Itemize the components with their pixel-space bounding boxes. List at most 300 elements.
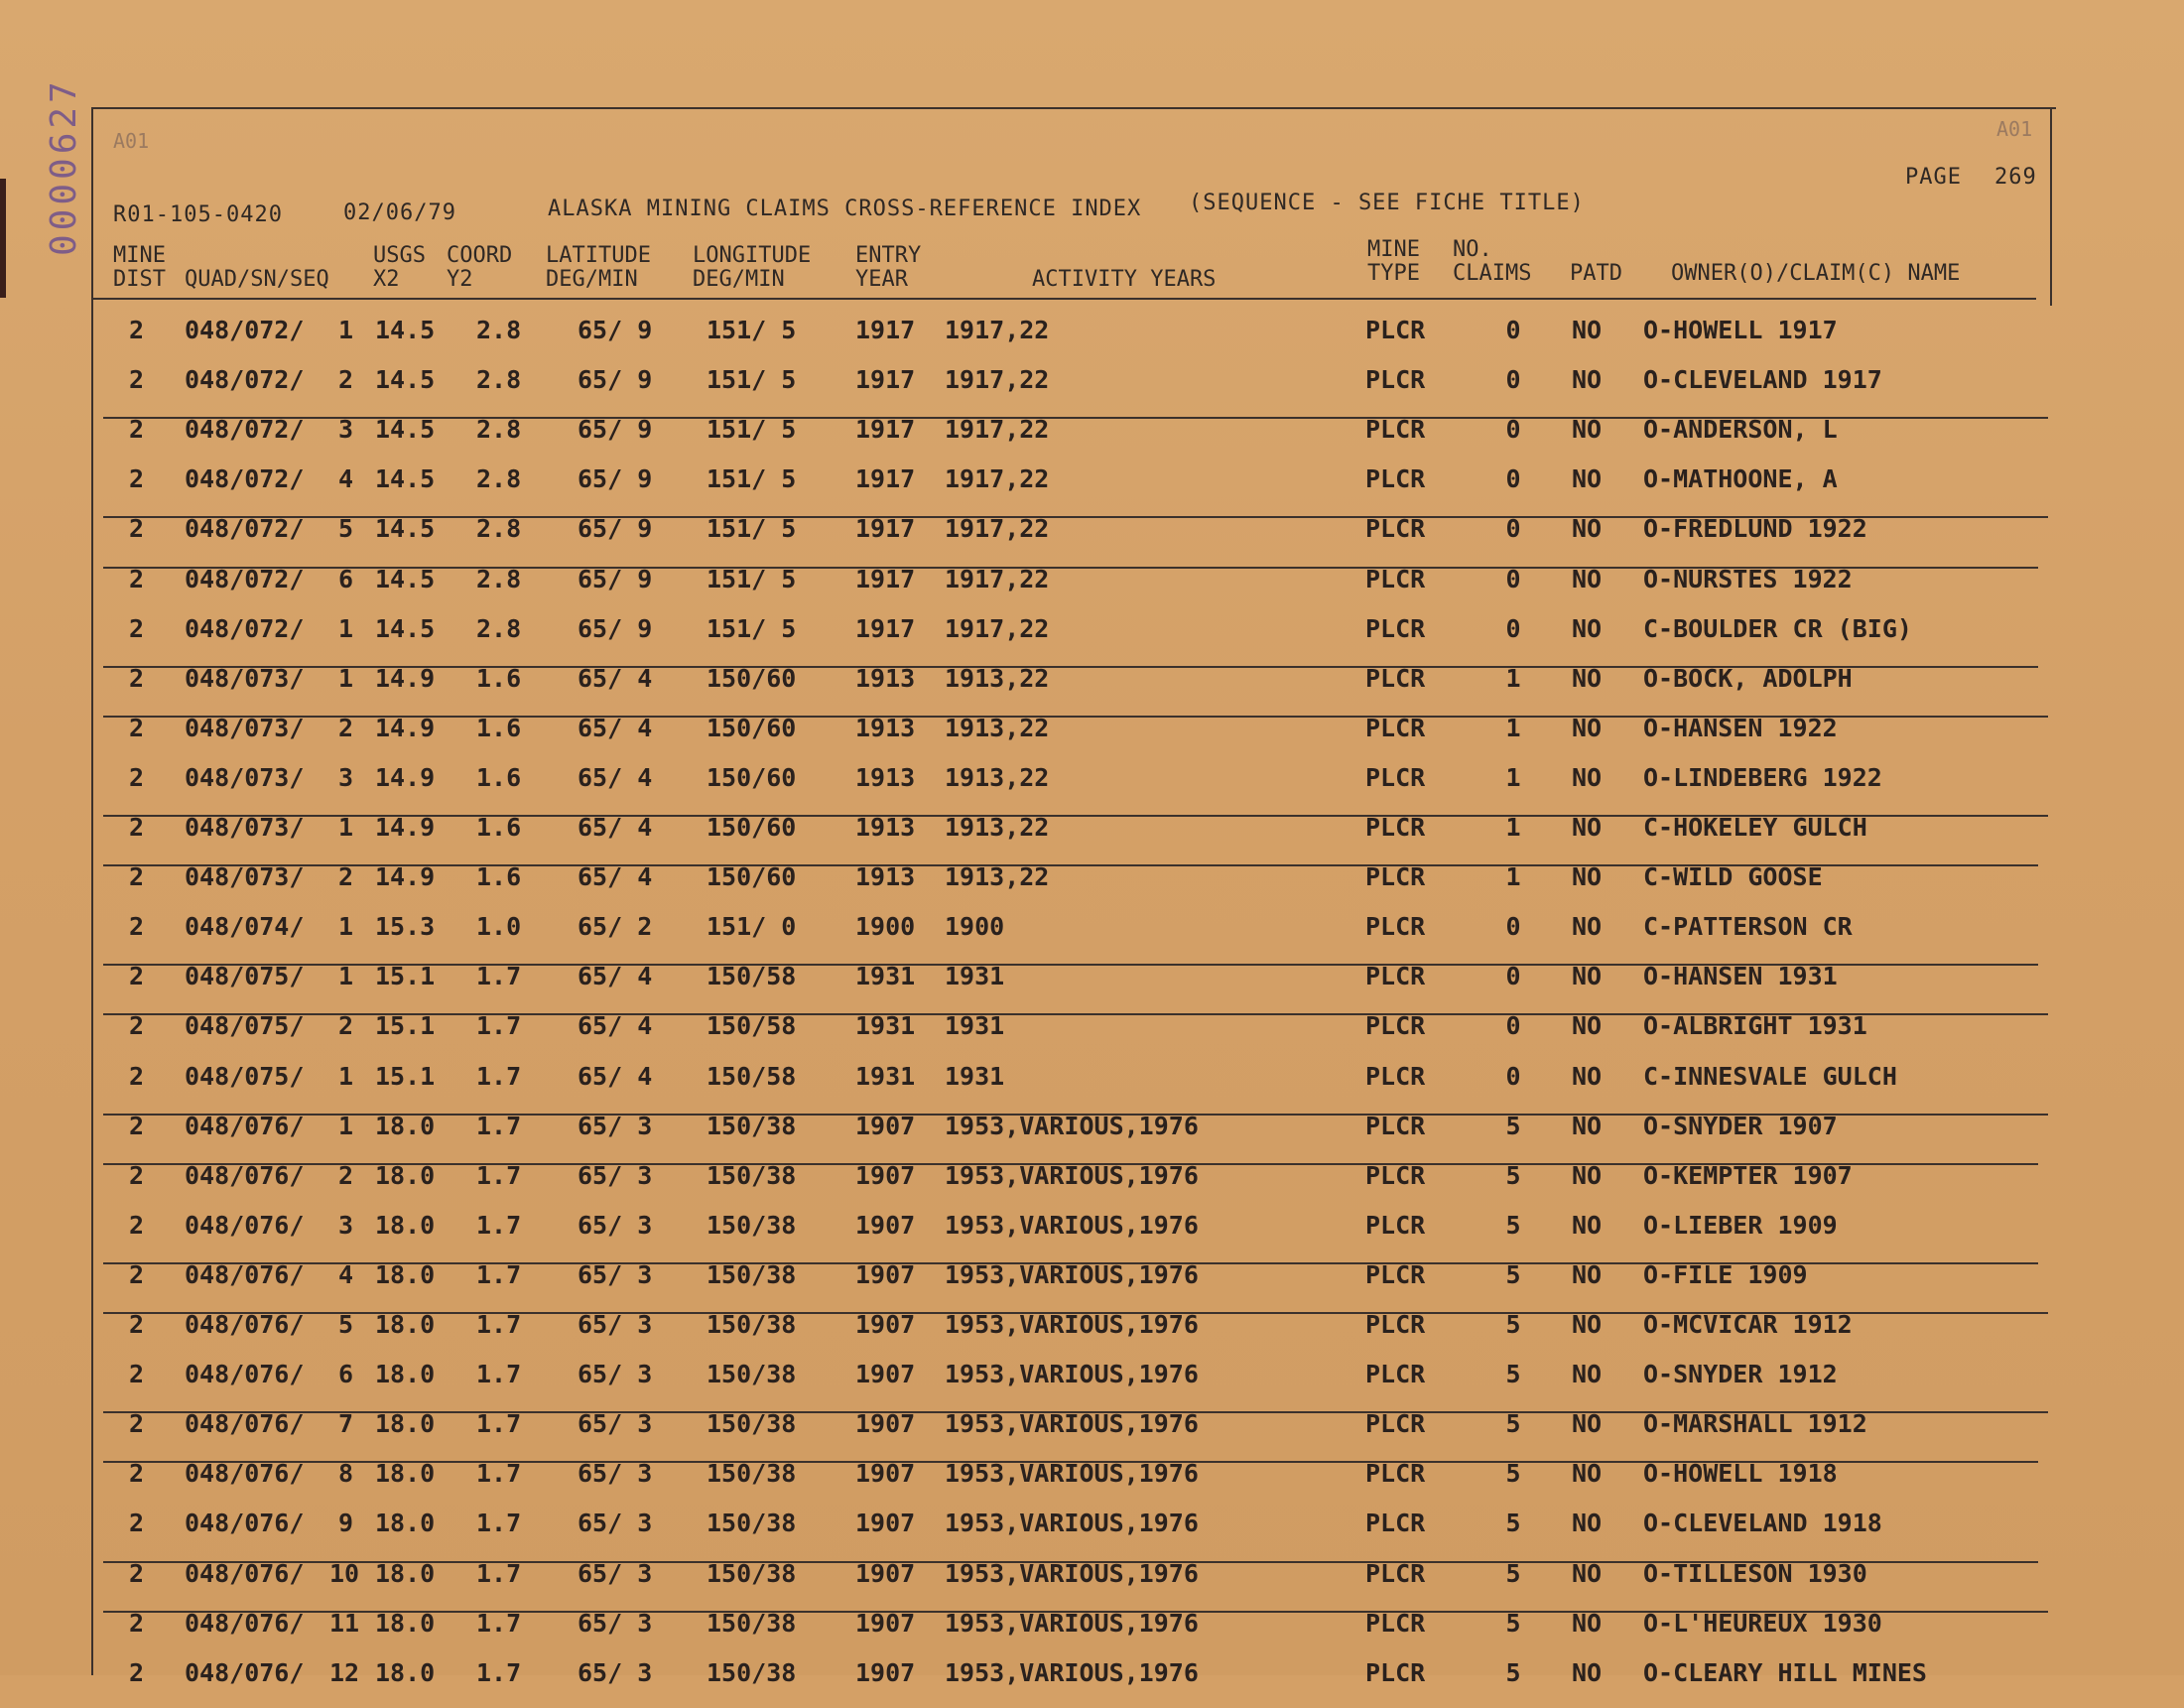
- row-rule: [103, 417, 2048, 419]
- cell-entry: 1907: [855, 1259, 916, 1289]
- corner-label-right: A01: [1996, 117, 2033, 141]
- table-row: [0, 514, 2184, 564]
- cell-dist: 2: [129, 1160, 145, 1190]
- cell-type: PLCR: [1365, 1011, 1426, 1041]
- cell-dist: 2: [129, 1360, 145, 1389]
- cell-entry: 1907: [855, 1409, 916, 1439]
- column-header-line: DEG/MIN: [546, 267, 638, 292]
- cell-y2: 1.7: [476, 1310, 522, 1339]
- cell-patd: NO: [1572, 1459, 1603, 1489]
- cell-lat: 65/ 3: [578, 1160, 653, 1190]
- cell-name: O-ANDERSON, L: [1643, 415, 1838, 445]
- sequence-note: (SEQUENCE - SEE FICHE TITLE): [1189, 191, 1585, 215]
- page-number: 269: [1994, 165, 2037, 190]
- cell-lon: 150/58: [707, 962, 797, 991]
- cell-patd: NO: [1572, 1657, 1603, 1687]
- cell-quad: 048/076/: [185, 1558, 305, 1588]
- cell-type: PLCR: [1365, 1409, 1426, 1439]
- cell-seq: 1: [337, 316, 353, 344]
- cell-entry: 1917: [855, 613, 916, 643]
- column-header-line: ENTRY: [855, 243, 922, 268]
- cell-name: O-HOWELL 1918: [1643, 1459, 1838, 1489]
- cell-y2: 1.7: [476, 1360, 522, 1389]
- cell-name: C-WILD GOOSE: [1643, 862, 1823, 892]
- cell-name: O-MCVICAR 1912: [1643, 1310, 1853, 1339]
- cell-patd: NO: [1572, 912, 1603, 942]
- cell-type: PLCR: [1365, 1657, 1426, 1687]
- table-row: [0, 1609, 2184, 1658]
- cell-claims: 1: [1505, 713, 1521, 742]
- cell-entry: 1907: [855, 1210, 916, 1240]
- cell-x2: 18.0: [375, 1259, 436, 1289]
- cell-type: PLCR: [1365, 1259, 1426, 1289]
- cell-quad: 048/075/: [185, 1011, 305, 1041]
- table-row: [0, 1459, 2184, 1509]
- cell-type: PLCR: [1365, 862, 1426, 892]
- cell-name: C-HOKELEY GULCH: [1643, 813, 1867, 842]
- cell-seq: 1: [337, 1111, 353, 1140]
- cell-quad: 048/076/: [185, 1360, 305, 1389]
- cell-lat: 65/ 3: [578, 1259, 653, 1289]
- cell-claims: 5: [1505, 1160, 1521, 1190]
- cell-activity: 1953,VARIOUS,1976: [945, 1160, 1199, 1190]
- report-id: R01-105-0420: [113, 202, 283, 227]
- cell-lat: 65/ 4: [578, 663, 653, 693]
- table-row: [0, 614, 2184, 664]
- column-header-line: NO.: [1453, 237, 1492, 262]
- cell-seq: 1: [337, 912, 353, 942]
- cell-dist: 2: [129, 514, 145, 544]
- column-header-line: [1671, 238, 1960, 262]
- cell-entry: 1913: [855, 762, 916, 792]
- cell-name: O-BOCK, ADOLPH: [1643, 663, 1853, 693]
- row-rule: [103, 864, 2038, 866]
- row-rule: [103, 1611, 2048, 1613]
- table-row: [0, 664, 2184, 714]
- cell-y2: 2.8: [476, 464, 522, 494]
- cell-claims: 0: [1505, 613, 1521, 643]
- cell-activity: 1953,VARIOUS,1976: [945, 1111, 1199, 1140]
- cell-patd: NO: [1572, 1210, 1603, 1240]
- column-header-line: YEAR: [855, 267, 908, 292]
- cell-lon: 150/38: [707, 1160, 797, 1190]
- cell-x2: 14.9: [375, 713, 436, 742]
- cell-name: O-LINDEBERG 1922: [1643, 762, 1882, 792]
- cell-lat: 65/ 4: [578, 813, 653, 842]
- cell-claims: 5: [1505, 1608, 1521, 1638]
- cell-activity: 1953,VARIOUS,1976: [945, 1409, 1199, 1439]
- cell-dist: 2: [129, 1011, 145, 1041]
- table-row: [0, 763, 2184, 813]
- cell-dist: 2: [129, 564, 145, 593]
- column-header-line: OWNER(O)/CLAIM(C) NAME: [1671, 261, 1961, 286]
- cell-quad: 048/072/: [185, 514, 305, 544]
- cell-lon: 150/58: [707, 1011, 797, 1041]
- cell-type: PLCR: [1365, 1061, 1426, 1091]
- cell-type: PLCR: [1365, 613, 1426, 643]
- cell-entry: 1913: [855, 862, 916, 892]
- cell-patd: NO: [1572, 962, 1603, 991]
- cell-x2: 18.0: [375, 1509, 436, 1538]
- cell-claims: 5: [1505, 1409, 1521, 1439]
- cell-y2: 1.7: [476, 1061, 522, 1091]
- table-row: [0, 1112, 2184, 1161]
- cell-quad: 048/072/: [185, 564, 305, 593]
- cell-lon: 150/38: [707, 1259, 797, 1289]
- cell-lon: 151/ 5: [707, 415, 797, 445]
- table-row: [0, 714, 2184, 763]
- table-row: [0, 1211, 2184, 1260]
- cell-lat: 65/ 4: [578, 862, 653, 892]
- cell-seq: 2: [337, 862, 353, 892]
- column-header-line: QUAD/SN/SEQ: [185, 267, 329, 292]
- cell-lat: 65/ 4: [578, 713, 653, 742]
- cell-claims: 5: [1505, 1310, 1521, 1339]
- cell-quad: 048/072/: [185, 316, 305, 344]
- cell-patd: NO: [1572, 1608, 1603, 1638]
- column-header-patd: [1570, 238, 1622, 286]
- cell-patd: NO: [1572, 613, 1603, 643]
- cell-patd: NO: [1572, 713, 1603, 742]
- cell-dist: 2: [129, 1558, 145, 1588]
- cell-y2: 2.8: [476, 564, 522, 593]
- column-header-line: TYPE: [1367, 261, 1420, 286]
- cell-quad: 048/076/: [185, 1608, 305, 1638]
- cell-entry: 1907: [855, 1558, 916, 1588]
- cell-dist: 2: [129, 1310, 145, 1339]
- table-row: [0, 1011, 2184, 1061]
- cell-lat: 65/ 3: [578, 1111, 653, 1140]
- cell-x2: 14.5: [375, 613, 436, 643]
- cell-dist: 2: [129, 1210, 145, 1240]
- cell-lat: 65/ 3: [578, 1509, 653, 1538]
- cell-y2: 1.7: [476, 1509, 522, 1538]
- cell-y2: 2.8: [476, 613, 522, 643]
- column-header-type: [1367, 238, 1420, 286]
- cell-quad: 048/073/: [185, 663, 305, 693]
- cell-quad: 048/072/: [185, 613, 305, 643]
- row-rule: [103, 666, 2038, 668]
- cell-x2: 14.9: [375, 862, 436, 892]
- cell-dist: 2: [129, 762, 145, 792]
- cell-entry: 1907: [855, 1360, 916, 1389]
- cell-type: PLCR: [1365, 912, 1426, 942]
- cell-claims: 5: [1505, 1210, 1521, 1240]
- cell-seq: 12: [329, 1657, 360, 1687]
- cell-x2: 14.5: [375, 415, 436, 445]
- cell-type: PLCR: [1365, 564, 1426, 593]
- cell-activity: 1953,VARIOUS,1976: [945, 1509, 1199, 1538]
- cell-x2: 14.5: [375, 464, 436, 494]
- cell-name: C-INNESVALE GULCH: [1643, 1061, 1897, 1091]
- cell-claims: 5: [1505, 1657, 1521, 1687]
- cell-seq: 4: [337, 1259, 353, 1289]
- cell-quad: 048/073/: [185, 813, 305, 842]
- cell-lon: 151/ 5: [707, 365, 797, 395]
- cell-type: PLCR: [1365, 1111, 1426, 1140]
- cell-patd: NO: [1572, 564, 1603, 593]
- cell-dist: 2: [129, 1459, 145, 1489]
- cell-name: O-SNYDER 1912: [1643, 1360, 1838, 1389]
- cell-name: O-SNYDER 1907: [1643, 1111, 1838, 1140]
- cell-lon: 150/38: [707, 1657, 797, 1687]
- column-header-line: CLAIMS: [1453, 261, 1532, 286]
- cell-seq: 8: [337, 1459, 353, 1489]
- cell-activity: 1913,22: [945, 713, 1050, 742]
- cell-quad: 048/076/: [185, 1310, 305, 1339]
- column-header-activity: [1032, 244, 1216, 292]
- cell-patd: NO: [1572, 762, 1603, 792]
- cell-y2: 1.6: [476, 713, 522, 742]
- cell-name: O-L'HEUREUX 1930: [1643, 1608, 1882, 1638]
- cell-quad: 048/073/: [185, 762, 305, 792]
- cell-lat: 65/ 3: [578, 1409, 653, 1439]
- cell-dist: 2: [129, 713, 145, 742]
- cell-x2: 18.0: [375, 1657, 436, 1687]
- column-header-line: ACTIVITY YEARS: [1032, 267, 1217, 292]
- cell-activity: 1913,22: [945, 862, 1050, 892]
- cell-claims: 0: [1505, 514, 1521, 544]
- cell-name: O-TILLESON 1930: [1643, 1558, 1867, 1588]
- cell-type: PLCR: [1365, 663, 1426, 693]
- cell-x2: 18.0: [375, 1360, 436, 1389]
- cell-lon: 150/60: [707, 762, 797, 792]
- cell-entry: 1931: [855, 1061, 916, 1091]
- cell-quad: 048/073/: [185, 862, 305, 892]
- cell-lon: 150/38: [707, 1310, 797, 1339]
- cell-type: PLCR: [1365, 713, 1426, 742]
- cell-dist: 2: [129, 1259, 145, 1289]
- cell-activity: 1953,VARIOUS,1976: [945, 1558, 1199, 1588]
- cell-entry: 1917: [855, 316, 916, 344]
- cell-lon: 150/60: [707, 813, 797, 842]
- cell-type: PLCR: [1365, 962, 1426, 991]
- cell-claims: 5: [1505, 1459, 1521, 1489]
- cell-x2: 15.1: [375, 962, 436, 991]
- cell-claims: 5: [1505, 1558, 1521, 1588]
- row-rule: [103, 1411, 2048, 1413]
- row-rule: [103, 1561, 2038, 1563]
- cell-lat: 65/ 9: [578, 365, 653, 395]
- cell-activity: 1913,22: [945, 762, 1050, 792]
- cell-y2: 1.7: [476, 1259, 522, 1289]
- cell-patd: NO: [1572, 365, 1603, 395]
- cell-activity: 1917,22: [945, 415, 1050, 445]
- cell-quad: 048/076/: [185, 1111, 305, 1140]
- cell-y2: 1.7: [476, 1210, 522, 1240]
- cell-entry: 1931: [855, 1011, 916, 1041]
- cell-type: PLCR: [1365, 1160, 1426, 1190]
- cell-y2: 2.8: [476, 316, 522, 344]
- column-header-mine-dist: [113, 244, 166, 292]
- cell-activity: 1917,22: [945, 464, 1050, 494]
- cell-claims: 0: [1505, 1011, 1521, 1041]
- column-header-line: MINE: [113, 243, 166, 268]
- cell-quad: 048/076/: [185, 1509, 305, 1538]
- cell-x2: 18.0: [375, 1558, 436, 1588]
- cell-lon: 151/ 5: [707, 316, 797, 344]
- cell-y2: 1.7: [476, 1011, 522, 1041]
- cell-lat: 65/ 9: [578, 514, 653, 544]
- cell-entry: 1913: [855, 663, 916, 693]
- cell-entry: 1907: [855, 1657, 916, 1687]
- cell-dist: 2: [129, 316, 145, 344]
- cell-claims: 1: [1505, 813, 1521, 842]
- cell-entry: 1907: [855, 1310, 916, 1339]
- cell-activity: 1917,22: [945, 564, 1050, 593]
- column-header-line: [185, 244, 329, 268]
- cell-quad: 048/076/: [185, 1409, 305, 1439]
- row-rule: [103, 1013, 2048, 1015]
- cell-lon: 151/ 0: [707, 912, 797, 942]
- cell-name: O-HANSEN 1922: [1643, 713, 1838, 742]
- column-header-lat: [546, 244, 651, 292]
- cell-lat: 65/ 3: [578, 1310, 653, 1339]
- cell-seq: 2: [337, 365, 353, 395]
- cell-type: PLCR: [1365, 1558, 1426, 1588]
- cell-activity: 1917,22: [945, 365, 1050, 395]
- cell-type: PLCR: [1365, 464, 1426, 494]
- cell-entry: 1907: [855, 1509, 916, 1538]
- table-row: [0, 1559, 2184, 1609]
- column-header-entry: [855, 244, 921, 292]
- table-row: [0, 813, 2184, 862]
- row-rule: [103, 1262, 2038, 1264]
- cell-patd: NO: [1572, 1160, 1603, 1190]
- report-title: ALASKA MINING CLAIMS CROSS-REFERENCE INDEX: [548, 197, 1142, 221]
- cell-y2: 1.6: [476, 813, 522, 842]
- cell-dist: 2: [129, 1509, 145, 1538]
- cell-type: PLCR: [1365, 514, 1426, 544]
- cell-name: O-ALBRIGHT 1931: [1643, 1011, 1867, 1041]
- table-row: [0, 1509, 2184, 1558]
- cell-entry: 1900: [855, 912, 916, 942]
- cell-lat: 65/ 3: [578, 1459, 653, 1489]
- cell-activity: 1931: [945, 1061, 1005, 1091]
- cell-claims: 1: [1505, 862, 1521, 892]
- cell-patd: NO: [1572, 514, 1603, 544]
- cell-claims: 0: [1505, 365, 1521, 395]
- table-row: [0, 1409, 2184, 1459]
- cell-lat: 65/ 4: [578, 762, 653, 792]
- cell-seq: 5: [337, 514, 353, 544]
- cell-x2: 18.0: [375, 1111, 436, 1140]
- row-rule: [103, 516, 2048, 518]
- cell-activity: 1953,VARIOUS,1976: [945, 1657, 1199, 1687]
- cell-x2: 14.5: [375, 365, 436, 395]
- column-header-line: Y2: [447, 267, 473, 292]
- cell-entry: 1907: [855, 1111, 916, 1140]
- cell-lon: 150/38: [707, 1558, 797, 1588]
- cell-entry: 1917: [855, 415, 916, 445]
- corner-label-left: A01: [113, 129, 150, 153]
- cell-type: PLCR: [1365, 762, 1426, 792]
- cell-name: O-FREDLUND 1922: [1643, 514, 1867, 544]
- cell-dist: 2: [129, 1409, 145, 1439]
- cell-activity: 1931: [945, 962, 1005, 991]
- row-rule: [103, 964, 2038, 966]
- cell-name: O-HOWELL 1917: [1643, 316, 1838, 344]
- cell-quad: 048/076/: [185, 1657, 305, 1687]
- cell-claims: 1: [1505, 762, 1521, 792]
- cell-lon: 150/38: [707, 1509, 797, 1538]
- cell-activity: 1953,VARIOUS,1976: [945, 1360, 1199, 1389]
- column-header-lon: [693, 244, 811, 292]
- report-date: 02/06/79: [343, 200, 456, 225]
- header-underline: [91, 298, 2036, 300]
- table-row: [0, 316, 2184, 365]
- cell-quad: 048/073/: [185, 713, 305, 742]
- cell-activity: 1917,22: [945, 613, 1050, 643]
- cell-seq: 7: [337, 1409, 353, 1439]
- cell-patd: NO: [1572, 1310, 1603, 1339]
- cell-lon: 151/ 5: [707, 514, 797, 544]
- column-header-line: USGS: [373, 243, 426, 268]
- cell-seq: 6: [337, 1360, 353, 1389]
- cell-quad: 048/072/: [185, 415, 305, 445]
- cell-patd: NO: [1572, 464, 1603, 494]
- cell-patd: NO: [1572, 1011, 1603, 1041]
- cell-dist: 2: [129, 365, 145, 395]
- cell-entry: 1931: [855, 962, 916, 991]
- cell-lon: 150/38: [707, 1210, 797, 1240]
- cell-quad: 048/075/: [185, 1061, 305, 1091]
- cell-patd: NO: [1572, 415, 1603, 445]
- cell-x2: 14.5: [375, 316, 436, 344]
- cell-x2: 14.9: [375, 762, 436, 792]
- cell-seq: 3: [337, 762, 353, 792]
- frame-top-rule: [91, 107, 2056, 109]
- cell-activity: 1953,VARIOUS,1976: [945, 1459, 1199, 1489]
- cell-type: PLCR: [1365, 316, 1426, 344]
- cell-claims: 0: [1505, 962, 1521, 991]
- cell-name: O-CLEARY HILL MINES: [1643, 1657, 1927, 1687]
- cell-name: O-FILE 1909: [1643, 1259, 1808, 1289]
- cell-activity: 1913,22: [945, 663, 1050, 693]
- cell-x2: 18.0: [375, 1160, 436, 1190]
- cell-quad: 048/076/: [185, 1459, 305, 1489]
- cell-type: PLCR: [1365, 1509, 1426, 1538]
- cell-seq: 9: [337, 1509, 353, 1538]
- cell-x2: 14.5: [375, 514, 436, 544]
- cell-seq: 1: [337, 613, 353, 643]
- cell-activity: 1953,VARIOUS,1976: [945, 1608, 1199, 1638]
- cell-dist: 2: [129, 962, 145, 991]
- table-row: [0, 1161, 2184, 1211]
- cell-lat: 65/ 9: [578, 316, 653, 344]
- cell-seq: 11: [329, 1608, 360, 1638]
- column-header-line: LONGITUDE: [693, 243, 812, 268]
- cell-entry: 1913: [855, 713, 916, 742]
- cell-x2: 14.9: [375, 663, 436, 693]
- page-label: PAGE: [1905, 165, 1962, 190]
- column-header-claims: [1453, 238, 1531, 286]
- row-rule: [103, 1461, 2038, 1463]
- cell-seq: 3: [337, 1210, 353, 1240]
- cell-lat: 65/ 3: [578, 1558, 653, 1588]
- table-row: [0, 912, 2184, 962]
- cell-lat: 65/ 9: [578, 564, 653, 593]
- cell-claims: 0: [1505, 564, 1521, 593]
- cell-claims: 5: [1505, 1360, 1521, 1389]
- cell-lat: 65/ 9: [578, 415, 653, 445]
- row-rule: [103, 716, 2048, 718]
- cell-seq: 10: [329, 1558, 360, 1588]
- cell-claims: 0: [1505, 1061, 1521, 1091]
- cell-patd: NO: [1572, 1509, 1603, 1538]
- cell-dist: 2: [129, 1061, 145, 1091]
- page-edge-shadow: [0, 179, 6, 298]
